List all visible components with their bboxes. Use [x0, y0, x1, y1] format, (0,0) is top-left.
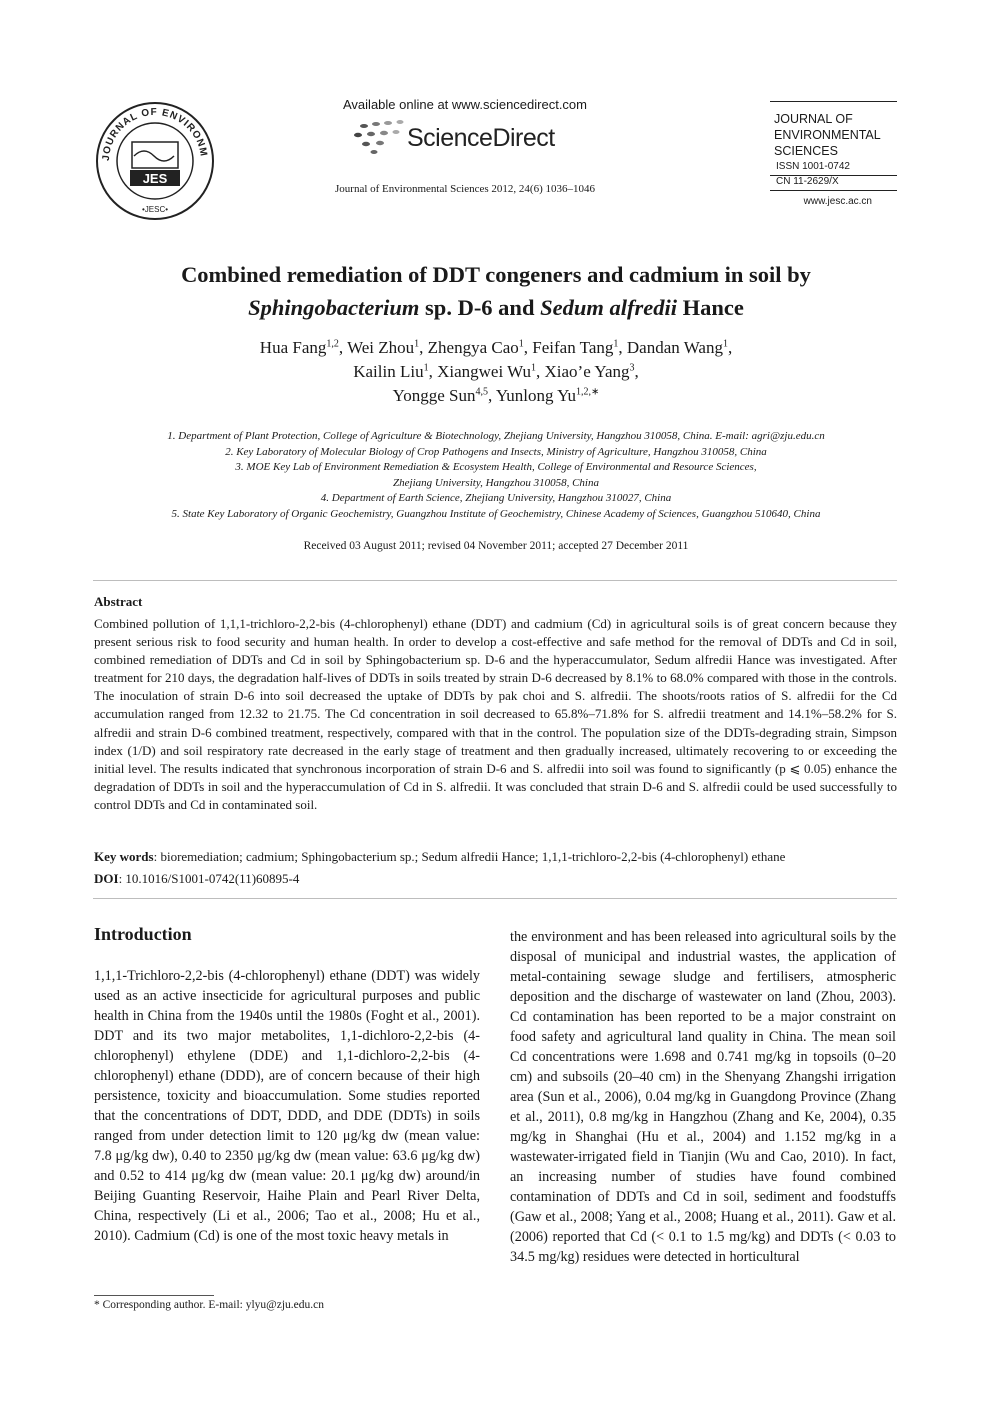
- cn-text: CN 11-2629/X: [776, 176, 839, 187]
- sciencedirect-wordmark: ScienceDirect: [407, 124, 555, 152]
- keywords-label: Key words: [94, 849, 154, 864]
- affiliation: 1. Department of Plant Protection, College of Agriculture & Biotechnology, Zhejiang University, Hangzhou 310058, China. E-mail: agri@zju.edu.cn: [167, 430, 825, 442]
- doi-label: DOI: [94, 871, 119, 886]
- doi-value[interactable]: : 10.1016/S1001-0742(11)60895-4: [118, 871, 300, 886]
- author: Hua Fang$^{1,2}$,: [259, 338, 348, 357]
- keywords-text: : bioremediation; cadmium; Sphingobacterium sp.; Sedum alfredii Hance; 1,1,1-trichloro-2,2-bis (4-chlorophenyl) ethane: [153, 849, 786, 864]
- paper-title: Combined remediation of DDT congeners and cadmium in soil by Sphingobacterium sp. D-6 and Sedum alfredii Hance: [181, 262, 811, 320]
- author: Zhengya Cao$^1$,: [427, 338, 533, 357]
- available-online-text: Available online at www.sciencedirect.com: [343, 97, 587, 112]
- doi: [94, 871, 897, 887]
- logo-badge: JES: [142, 171, 168, 186]
- affiliation-list: [60, 429, 932, 522]
- affiliation: Zhejiang University, Hangzhou 310058, China: [393, 476, 599, 489]
- affiliation: 2. Key Laboratory of Molecular Biology of Crop Pathogens and Insects, Ministry of Agriculture, Hangzhou 310058, China: [225, 445, 767, 458]
- corresponding-author-footnote: * Corresponding author. E-mail: ylyu@zju.edu.cn: [94, 1299, 325, 1311]
- author: Yongge Sun$^{4,5}$,: [392, 386, 496, 405]
- author: Xiangwei Wu$^1$,: [437, 362, 545, 381]
- divider: [93, 580, 897, 581]
- body-column-left: [94, 966, 480, 1246]
- body-paragraph: the environment and has been released into agricultural soils by the disposal of municipal and industrial wastes, the application of metal-containing sewage sludge and fertilisers, atmospheric deposition and the discharge of wastewater on land (Zhou, 2003). Cd contamination has been reported to be a major constraint on food safety and agricultural land quality in China. The mean soil Cd concentrations were 1.698 and 0.741 mg/kg in topsoils (0–20 cm) and subsoils (20–40 cm) in the Shenyang Zhangshi irrigation area (Sun et al., 2006), 0.04 mg/kg in Guangdong Province (Zhang et al., 2011), 0.8 mg/kg in Hangzhou (Zhang and Ke, 2004), 0.35 mg/kg in Shanghai (Hu et al., 2004) and 1.152 mg/kg in a wastewater-irrigated field in Tianjin (Wu and Cao, 2010). In fact, an increasing number of studies have found combined contamination of DDTs and Cd in soil, sediment and foodstuffs (Gaw et al., 2008; Yang et al., 2008; Huang et al., 2011). Gaw et al. (2006) reported that Cd (< 0.1 to 1.5 mg/kg) and DDTs (< 0.03 to 34.5 mg/kg) residues were detected in horticultural: [510, 929, 896, 1265]
- divider: [93, 898, 897, 899]
- author: Yunlong $Yu^{1,2,∗}$: [495, 386, 600, 405]
- logo-bottom-text: •JESC•: [141, 205, 169, 214]
- body-paragraph: 1,1,1-Trichloro-2,2-bis (4-chlorophenyl) ethane (DDT) was widely used as an active insecticide for agricultural purposes and public health in China from the 1940s until the 1980s (Foght et al., 2001). DDT and its two major metabolites, 1,1-dichloro-2,2-bis (4-chlorophenyl) ethylene (DDE) and 1,1-dichloro-2,2-bis (4-chlorophenyl) ethane (DDD), are of concern because of their high persistence, toxicity and bioaccumulation. Some studies reported that the concentrations of DDT, DDD, and DDE (DDTs) in soils ranged from under detection limit to 120 μg/kg dw (mean value: 7.8 μg/kg dw), 0.40 to 2350 μg/kg dw (mean value: 63.6 μg/kg dw) and 0.52 to 414 μg/kg dw (mean value: 20.1 μg/kg dw) around/in Beijing Guanting Reservoir, Haihe Plain and Pearl River Delta, China, respectively (Li et al., 2006; Tao et al., 2008; Hu et al., 2010). Cadmium (Cd) is one of the most toxic heavy metals in: [94, 968, 480, 1244]
- author: Wei Zhou$^1$,: [347, 338, 428, 357]
- abstract-heading: Abstract: [94, 594, 143, 609]
- sciencedirect-brand[interactable]: [352, 118, 592, 158]
- abstract-body: Combined pollution of 1,1,1-trichloro-2,2-bis (4-chlorophenyl) ethane (DDT) and cadmium (Cd) in agricultural soils is of great concern because they present serious risk to food security and human health. In order to develop a cost-effective and safe method for the removal of DDTs and Cd in soil, combined remediation of DDTs and Cd in soil by Sphingobacterium sp. D-6 and the hyperaccumulator, Sedum alfredii Hance was investigated. After treatment for 210 days, the degradation half-lives of DDTs in soils treated by strain D-6 decreased by 8.1% to 68.0% compared with those in the controls. The inoculation of strain D-6 into soil decreased the uptake of DDTs by pak choi and S. alfredii. The shoots/roots ratios of S. alfredii for the Cd accumulation ranged from 12.32 to 21.75. The Cd concentration in soil decreased to 65.8%–71.8% for S. alfredii treatment and 14.1%–58.2% for S. alfredii and strain D-6 combined treatment, respectively, compared with that in the control. The population size of the DDTs-degrading strain, Simpson index (1/D) and soil respiratory rate decreased in the early stage of treatment and then gradually increased, ultimately recovering to or exceeding the initial level. The results indicated that synchronous incorporation of strain D-6 and S. alfredii into soil was found to significantly (p ⩽ 0.05) enhance the degradation of DDTs in soil and the hyperaccumulation of Cd in S. alfredii. It was concluded that strain D-6 and S. alfredii could be used successfully to control DDTs and Cd in contaminated soil.: [94, 616, 897, 812]
- journal-citation-line: Journal of Environmental Sciences 2012, 24(6) 1036–1046: [335, 183, 595, 195]
- sciencedirect-dots-icon: [352, 118, 406, 158]
- affiliation: 4. Department of Earth Science, Zhejiang University, Hangzhou 310027, China: [320, 492, 672, 504]
- journal-logo: [94, 100, 216, 222]
- journal-website-link[interactable]: www.jesc.ac.cn: [803, 196, 872, 207]
- footnote-rule: [94, 1295, 214, 1296]
- received-dates: Received 03 August 2011; revised 04 November 2011; accepted 27 December 2011: [303, 540, 689, 552]
- keywords: [94, 849, 897, 865]
- issn-text: ISSN 1001-0742: [776, 161, 850, 172]
- logo-ring-text: JOURNAL OF ENVIRONM: [100, 106, 209, 162]
- journal-name: JOURNAL OF ENVIRONMENTAL SCIENCES: [774, 112, 881, 158]
- affiliation: 5. State Key Laboratory of Organic Geochemistry, Guangzhou Institute of Geochemistry, Chinese Academy of Sciences, Guangzhou 510640, China: [171, 507, 821, 520]
- journal-info-box: [770, 101, 898, 211]
- introduction-heading: Introduction: [94, 924, 192, 944]
- author: Kailin Liu$^1$,: [353, 362, 438, 381]
- author: Xiao’e Yang$^3$,: [544, 362, 639, 381]
- body-column-right: [510, 927, 896, 1267]
- jes-logo-icon: [94, 100, 216, 222]
- author: Dandan Wang$^1$,: [626, 338, 733, 357]
- affiliation: 3. MOE Key Lab of Environment Remediation & Ecosystem Health, College of Environmental and Resource Sciences,: [235, 461, 757, 473]
- author: Feifan Tang$^1$,: [532, 338, 627, 357]
- author-list: [60, 336, 932, 408]
